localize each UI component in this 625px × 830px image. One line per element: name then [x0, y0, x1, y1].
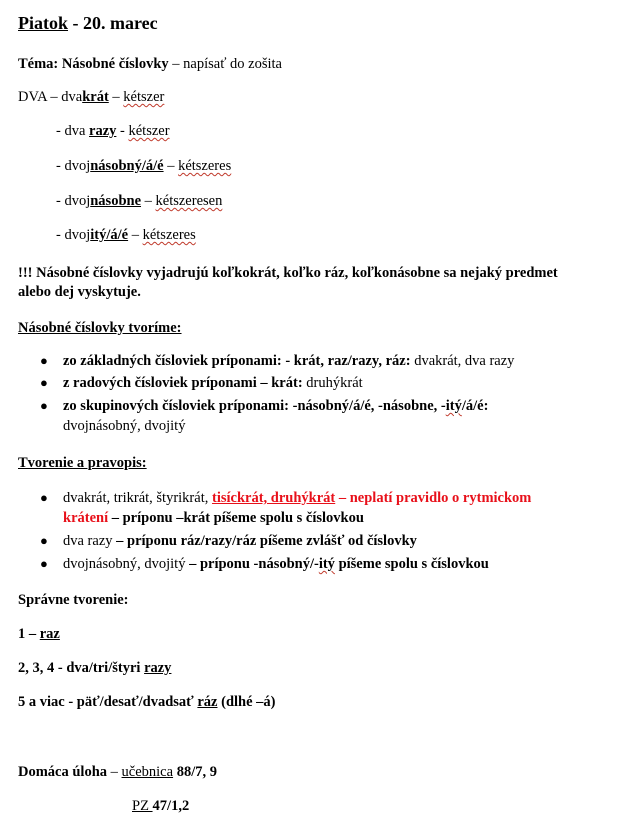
form-b3-bold1: zo skupinových čísloviek príponami: -násobný/á/é, -násobne, - — [63, 398, 446, 414]
note-line-2: alebo dej vyskytuje. — [18, 284, 141, 300]
homework-pz-label: PZ — [132, 798, 153, 814]
bullet-dot: ● — [40, 556, 48, 571]
form-b3-bold2: /á/é: — [461, 398, 489, 414]
rules-bullet-2 — [63, 532, 417, 550]
rules-b3-bold1: – príponu -násobný/- — [185, 556, 319, 572]
topic-title: Násobné číslovky — [61, 56, 169, 72]
dva-sub-line-1 — [56, 122, 170, 140]
homework-book: učebnica — [121, 764, 174, 780]
topic-label: Téma: — [18, 56, 59, 72]
form-heading: Násobné číslovky tvoríme: — [18, 320, 182, 336]
correct-row-3 — [18, 693, 276, 711]
sub3-prefix: - dvoj — [56, 193, 91, 209]
sub2-suffix: násobný/á/é — [90, 158, 164, 174]
dva-main-hungarian: kétszer — [123, 89, 165, 105]
correct-r1-underlined: raz — [39, 626, 60, 642]
bullet-dot: ● — [40, 533, 48, 548]
sub2-dash: – — [163, 158, 179, 174]
rules-b1-bold-line2: – príponu –krát píšeme spolu s číslovkou — [108, 510, 364, 526]
correct-r2-underlined: razy — [144, 660, 172, 676]
bullet-dot: ● — [40, 375, 48, 390]
dva-main-dash: – — [108, 89, 124, 105]
rules-bullet-3 — [63, 555, 489, 573]
sub1-prefix: - dva — [56, 123, 90, 139]
rules-bullet-1-line-2 — [63, 509, 364, 527]
note-line-1: !!! Násobné číslovky vyjadrujú koľkokrát, koľko ráz, koľkonásobne sa nejaký predmet — [18, 265, 558, 281]
sub1-suffix: razy — [89, 123, 117, 139]
form-b1-bold: zo základných čísloviek príponami: - krát, raz/razy, ráz: — [63, 353, 411, 369]
correct-row-1 — [18, 625, 60, 643]
sub2-prefix: - dvoj — [56, 158, 91, 174]
correct-heading: Správne tvorenie: — [18, 592, 129, 608]
sub3-hungarian: kétszeresen — [155, 193, 223, 209]
rules-b1-red-underlined: tisíckrát, druhýkrát — [211, 490, 336, 506]
rules-b3-normal: dvojnásobný, dvojitý — [63, 556, 186, 572]
topic-line — [18, 55, 282, 73]
form-bullet-2 — [63, 374, 363, 392]
sub1-dash: - — [116, 123, 129, 139]
homework-line — [18, 763, 217, 781]
rules-bullet-1 — [63, 489, 531, 507]
correct-r3-underlined: ráz — [197, 694, 218, 710]
form-b3-wavy: itý — [445, 398, 462, 414]
rules-b3-wavy: itý — [318, 556, 335, 572]
dva-sub-line-4 — [56, 226, 196, 244]
sub4-suffix: itý/á/é — [90, 227, 129, 243]
correct-r1-prefix: 1 – — [18, 626, 40, 642]
bullet-dot: ● — [40, 353, 48, 368]
correct-r3-prefix: 5 a viac - päť/desať/dvadsať — [18, 694, 198, 710]
rules-b1-red-line2: krátení — [63, 510, 109, 526]
dva-sub-line-3 — [56, 192, 222, 210]
form-bullet-1 — [63, 352, 514, 370]
form-bullet-3 — [63, 397, 488, 415]
page-header — [18, 14, 158, 32]
sub1-hungarian: kétszer — [128, 123, 170, 139]
form-b1-normal: dvakrát, dva razy — [410, 353, 515, 369]
sub4-dash: – — [128, 227, 143, 243]
homework-pz-ref: 47/1,2 — [152, 798, 190, 814]
sub2-hungarian: kétszeres — [178, 158, 232, 174]
rules-heading: Tvorenie a pravopis: — [18, 455, 147, 471]
correct-row-2 — [18, 659, 171, 677]
homework-dash: – — [107, 764, 122, 780]
rules-b1-red: – neplatí pravidlo o rytmickom — [335, 490, 532, 506]
homework-label: Domáca úloha — [18, 764, 108, 780]
dva-main-line — [18, 88, 164, 106]
sub4-prefix: - dvoj — [56, 227, 91, 243]
dva-main-prefix: DVA – dva — [18, 89, 83, 105]
sub4-hungarian: kétszeres — [142, 227, 196, 243]
dva-main-suffix: krát — [82, 89, 109, 105]
correct-r2-prefix: 2, 3, 4 - dva/tri/štyri — [18, 660, 145, 676]
header-date: - 20. marec — [68, 13, 158, 33]
correct-r3-suffix: (dlhé –á) — [217, 694, 276, 710]
form-b2-bold: z radových čísloviek príponami – krát: — [63, 375, 303, 391]
header-day: Piatok — [18, 13, 69, 33]
dva-sub-line-2 — [56, 157, 231, 175]
homework-pz-line — [132, 797, 189, 815]
form-b2-normal: druhýkrát — [302, 375, 363, 391]
sub3-dash: – — [141, 193, 156, 209]
rules-b2-bold: – príponu ráz/razy/ráz píšeme zvlášť od číslovky — [112, 533, 417, 549]
rules-b1-normal: dvakrát, trikrát, štyrikrát, — [63, 490, 212, 506]
form-bullet-3-line-2: dvojnásobný, dvojitý — [63, 418, 186, 434]
sub3-suffix: násobne — [90, 193, 142, 209]
homework-ref: 88/7, 9 — [173, 764, 217, 780]
topic-note: – napísať do zošita — [172, 56, 282, 72]
bullet-dot: ● — [40, 398, 48, 413]
bullet-dot: ● — [40, 490, 48, 505]
rules-b3-bold2: píšeme spolu s číslovkou — [334, 556, 489, 572]
rules-b2-normal: dva razy — [63, 533, 113, 549]
